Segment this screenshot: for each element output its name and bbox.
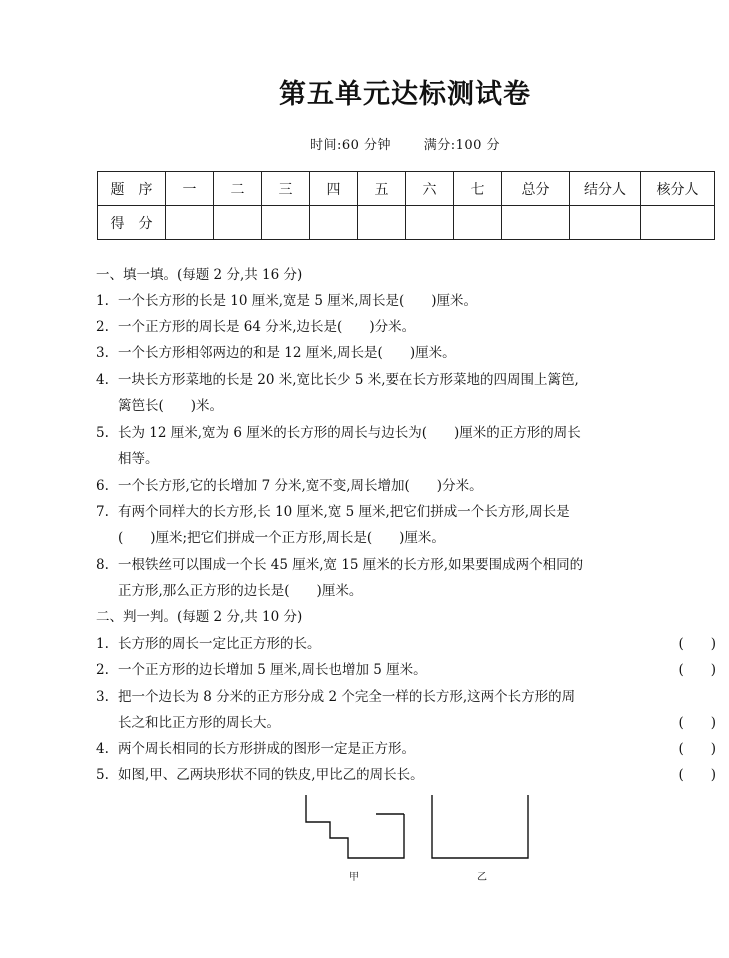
question-text-continued: 篱笆长( )米。 — [118, 398, 224, 414]
score-header-cell: 五 — [358, 172, 406, 206]
score-cell[interactable] — [502, 206, 570, 240]
question-text: 一个正方形的周长是 64 分米,边长是( )分米。 — [118, 319, 416, 335]
answer-bracket[interactable]: ( ) — [678, 767, 716, 783]
question-item — [96, 473, 716, 499]
question-item — [96, 288, 716, 314]
score-table-row — [98, 206, 715, 240]
question-item — [96, 657, 716, 683]
score-cell[interactable] — [214, 206, 262, 240]
question-number: 3. — [96, 345, 109, 361]
question-text: 一个长方形的长是 10 厘米,宽是 5 厘米,周长是( )厘米。 — [118, 293, 478, 309]
figure-label-yi: 乙 — [477, 872, 487, 883]
figure-label-jia: 甲 — [349, 872, 359, 883]
shape-yi-outline — [432, 795, 528, 858]
page-title: 第五单元达标测试卷 — [279, 79, 531, 110]
score-header-cell: 二 — [214, 172, 262, 206]
question-item — [96, 420, 716, 446]
question-text-continued: 正方形,那么正方形的边长是( )厘米。 — [118, 583, 363, 599]
question-number: 5. — [96, 425, 109, 441]
question-text: 长为 12 厘米,宽为 6 厘米的长方形的周长与边长为( )厘米的正方形的周长 — [118, 425, 581, 441]
question-item — [96, 762, 716, 788]
question-item — [96, 552, 716, 578]
question-text: 一块长方形菜地的长是 20 米,宽比长少 5 米,要在长方形菜地的四周围上篱笆, — [118, 372, 579, 388]
shape-jia-outline — [306, 795, 404, 858]
question-text: 如图,甲、乙两块形状不同的铁皮,甲比乙的周长长。 — [118, 767, 424, 783]
score-header-cell: 六 — [406, 172, 454, 206]
score-header-label: 题 序 — [98, 172, 166, 206]
question-text-continued: 相等。 — [118, 451, 159, 467]
answer-bracket[interactable]: ( ) — [678, 662, 716, 678]
score-header-cell: 总分 — [502, 172, 570, 206]
score-cell[interactable] — [310, 206, 358, 240]
question-number: 3. — [96, 689, 109, 705]
shapes-figure — [300, 790, 540, 890]
score-header-cell: 四 — [310, 172, 358, 206]
exam-time: 时间:60 分钟 — [309, 138, 392, 153]
question-number: 2. — [96, 319, 109, 335]
question-text: 一个正方形的边长增加 5 厘米,周长也增加 5 厘米。 — [118, 662, 427, 678]
score-cell[interactable] — [454, 206, 502, 240]
question-number: 4. — [96, 372, 109, 388]
score-cell[interactable] — [406, 206, 454, 240]
score-header-cell: 七 — [454, 172, 502, 206]
question-text-continued — [118, 710, 716, 736]
score-row-label: 得 分 — [98, 206, 166, 240]
section-title-fill-in: 一、填一填。(每题 2 分,共 16 分) — [96, 267, 303, 283]
score-header-cell: 核分人 — [641, 172, 715, 206]
question-text: 把一个边长为 8 分米的正方形分成 2 个完全一样的长方形,这两个长方形的周 — [118, 689, 576, 705]
score-cell[interactable] — [358, 206, 406, 240]
score-table — [97, 171, 715, 240]
question-item — [96, 340, 716, 366]
question-item — [96, 314, 716, 340]
score-header-cell: 结分人 — [570, 172, 641, 206]
question-text: 长之和比正方形的周长大。 — [118, 715, 280, 731]
question-number: 5. — [96, 767, 109, 783]
question-number: 7. — [96, 504, 109, 520]
score-cell[interactable] — [570, 206, 641, 240]
exam-info — [0, 134, 729, 153]
question-item — [96, 499, 716, 525]
question-item — [96, 684, 716, 710]
question-text: 一个长方形相邻两边的和是 12 厘米,周长是( )厘米。 — [118, 345, 456, 361]
score-table-header-row — [98, 172, 715, 206]
answer-bracket[interactable]: ( ) — [678, 715, 716, 731]
question-item — [96, 367, 716, 393]
question-number: 1. — [96, 293, 109, 309]
question-text: 长方形的周长一定比正方形的长。 — [118, 636, 321, 652]
question-text: 一根铁丝可以围成一个长 45 厘米,宽 15 厘米的长方形,如果要围成两个相同的 — [118, 557, 584, 573]
question-text: 一个长方形,它的长增加 7 分米,宽不变,周长增加( )分米。 — [118, 478, 483, 494]
score-header-cell: 一 — [166, 172, 214, 206]
question-number: 1. — [96, 636, 109, 652]
question-item — [96, 736, 716, 762]
question-number: 2. — [96, 662, 109, 678]
score-cell[interactable] — [262, 206, 310, 240]
question-item — [96, 631, 716, 657]
score-cell[interactable] — [641, 206, 715, 240]
question-number: 8. — [96, 557, 109, 573]
answer-bracket[interactable]: ( ) — [678, 636, 716, 652]
question-text: 有两个同样大的长方形,长 10 厘米,宽 5 厘米,把它们拼成一个长方形,周长是 — [118, 504, 570, 520]
answer-bracket[interactable]: ( ) — [678, 741, 716, 757]
question-text: 两个周长相同的长方形拼成的图形一定是正方形。 — [118, 741, 415, 757]
score-cell[interactable] — [166, 206, 214, 240]
exam-full-score: 满分:100 分 — [423, 138, 501, 153]
section-title-true-false: 二、判一判。(每题 2 分,共 10 分) — [96, 609, 303, 625]
question-text-continued: ( )厘米;把它们拼成一个正方形,周长是( )厘米。 — [118, 530, 445, 546]
score-header-cell: 三 — [262, 172, 310, 206]
question-number: 4. — [96, 741, 109, 757]
question-number: 6. — [96, 478, 109, 494]
